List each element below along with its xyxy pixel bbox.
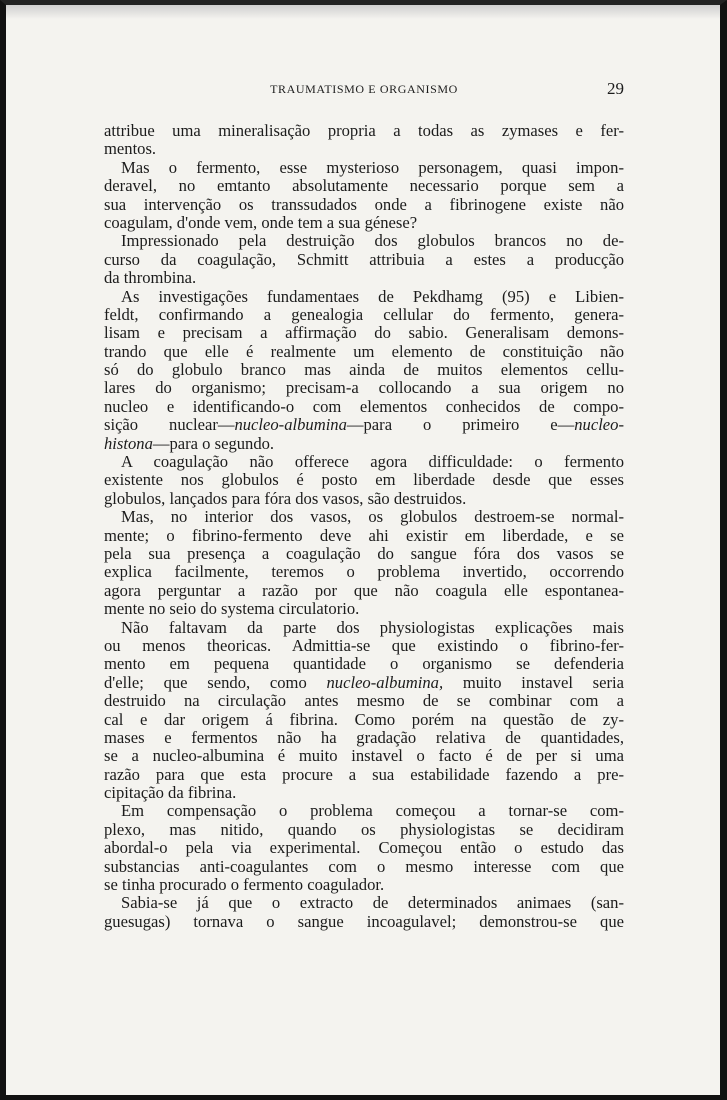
line-text: explica facilmente, teremos o problema invertido, occorrendo bbox=[104, 562, 624, 582]
line-text: d'elle; que sendo, como bbox=[104, 672, 327, 692]
text-line bbox=[104, 379, 624, 397]
line-text: A coagulação não offerece agora difficuldade: o fermento bbox=[121, 452, 624, 472]
line-text: cal e dar origem á fibrina. Como porém na questão de zy- bbox=[104, 709, 624, 729]
line-text: ou menos theoricas. Admittia-se que existindo o fibrino-fer- bbox=[104, 635, 624, 655]
line-text: muito instavel seria bbox=[443, 672, 624, 692]
line-text: se tinha procurado o fermento coagulador. bbox=[104, 875, 385, 895]
line-text: razão para que esta procure a sua estabilidade fazendo a pre- bbox=[104, 764, 624, 784]
text-line bbox=[104, 894, 624, 912]
line-text: da thrombina. bbox=[104, 268, 197, 288]
line-text: pela sua presença a coagulação do sangue fóra dos vasos se bbox=[104, 543, 624, 563]
text-line bbox=[104, 251, 624, 269]
text-line bbox=[104, 435, 624, 453]
line-text: Em compensação o problema começou a tornar-se com- bbox=[121, 801, 624, 821]
line-text: existente nos globulos é posto em liberdade desde que esses bbox=[104, 470, 624, 490]
text-line bbox=[104, 674, 624, 692]
line-text: curso da coagulação, Schmitt attribuia a estes a producção bbox=[104, 249, 624, 269]
italic-term: nucleo- bbox=[574, 415, 624, 435]
text-line bbox=[104, 159, 624, 177]
line-text: deravel, no emtanto absolutamente necessario porque sem a bbox=[104, 176, 624, 196]
text-line bbox=[104, 784, 624, 802]
text-line bbox=[104, 416, 624, 434]
text-line bbox=[104, 692, 624, 710]
line-text: Sabia-se já que o extracto de determinados animaes (san- bbox=[121, 893, 624, 913]
line-text: globulos, lançados para fóra dos vasos, são destruidos. bbox=[104, 488, 467, 508]
line-text: coagulam, d'onde vem, onde tem a sua génese? bbox=[104, 212, 418, 232]
text-line bbox=[104, 619, 624, 637]
line-text: mente; o fibrino-fermento deve ahi existir em liberdade, e se bbox=[104, 525, 624, 545]
text-line bbox=[104, 563, 624, 581]
line-text: só do globulo branco mas ainda de muitos elementos cellu- bbox=[104, 360, 624, 380]
text-line bbox=[104, 306, 624, 324]
line-text: mases e fermentos não ha gradação relativa de quantidades, bbox=[104, 727, 624, 747]
text-line bbox=[104, 508, 624, 526]
italic-term: histona bbox=[104, 433, 153, 453]
text-line bbox=[104, 214, 624, 232]
text-line bbox=[104, 876, 624, 894]
text-line bbox=[104, 858, 624, 876]
text-line bbox=[104, 711, 624, 729]
text-line bbox=[104, 196, 624, 214]
text-line bbox=[104, 471, 624, 489]
line-text: mento em pequena quantidade o organismo se defenderia bbox=[104, 654, 624, 674]
text-line bbox=[104, 637, 624, 655]
line-text: —para o primeiro e— bbox=[346, 415, 575, 435]
line-text: attribue uma mineralisação propria a todas as zymases e fer- bbox=[104, 121, 624, 140]
text-line bbox=[104, 361, 624, 379]
text-line bbox=[104, 324, 624, 342]
line-text: As investigações fundamentaes de Pekdhamg (95) e Libien- bbox=[121, 286, 624, 306]
line-text: Impressionado pela destruição dos globulos brancos no de- bbox=[121, 231, 624, 251]
text-line bbox=[104, 655, 624, 673]
line-text: feldt, confirmando a genealogia cellular do fermento, genera- bbox=[104, 304, 624, 324]
body-text bbox=[104, 122, 624, 931]
text-line bbox=[104, 913, 624, 931]
text-line bbox=[104, 140, 624, 158]
text-line bbox=[104, 729, 624, 747]
text-line bbox=[104, 398, 624, 416]
text-line bbox=[104, 269, 624, 287]
line-text: —para o segundo. bbox=[152, 433, 275, 453]
text-line bbox=[104, 545, 624, 563]
line-text: trando que elle é realmente um elemento de constituição não bbox=[104, 341, 624, 361]
line-text: Não faltavam da parte dos physiologistas explicações mais bbox=[121, 617, 624, 637]
line-text: mentos. bbox=[104, 139, 157, 159]
text-line bbox=[104, 177, 624, 195]
scan-shadow bbox=[6, 5, 720, 19]
line-text: cipitação da fibrina. bbox=[104, 783, 237, 803]
text-line bbox=[104, 232, 624, 250]
line-text: se a nucleo-albumina é muito instavel o facto é de per si uma bbox=[104, 746, 624, 766]
line-text: substancias anti-coagulantes com o mesmo interesse com que bbox=[104, 856, 624, 876]
text-line bbox=[104, 821, 624, 839]
line-text: sua intervenção os transsudados onde a fibrinogene existe não bbox=[104, 194, 624, 214]
text-line bbox=[104, 122, 624, 140]
line-text: lisam e precisam a affirmação do sabio. Generalisam demons- bbox=[104, 323, 624, 343]
text-line bbox=[104, 490, 624, 508]
text-line bbox=[104, 527, 624, 545]
page-number: 29 bbox=[607, 79, 624, 98]
text-line bbox=[104, 343, 624, 361]
line-text: Mas o fermento, esse mysterioso personagem, quasi impon- bbox=[121, 157, 624, 177]
text-line bbox=[104, 766, 624, 784]
line-text: mente no seio do systema circulatorio. bbox=[104, 599, 360, 619]
page-header bbox=[104, 80, 624, 100]
text-line bbox=[104, 453, 624, 471]
text-line bbox=[104, 582, 624, 600]
line-text: destruido na circulação antes mesmo de se combinar com a bbox=[104, 691, 624, 711]
line-text: abordal-o pela via experimental. Começou então o estudo das bbox=[104, 838, 624, 858]
italic-term: nucleo-albumina bbox=[234, 415, 347, 435]
running-title: TRAUMATISMO E ORGANISMO bbox=[270, 82, 458, 96]
text-line bbox=[104, 747, 624, 765]
line-text: sição nuclear— bbox=[104, 415, 235, 435]
text-line bbox=[104, 802, 624, 820]
line-text: nucleo e identificando-o com elementos conhecidos de compo- bbox=[104, 396, 624, 416]
line-text: agora perguntar a razão por que não coagula elle espontanea- bbox=[104, 580, 624, 600]
text-line bbox=[104, 600, 624, 618]
line-text: Mas, no interior dos vasos, os globulos destroem-se normal- bbox=[121, 507, 624, 527]
text-line bbox=[104, 839, 624, 857]
line-text: plexo, mas nitido, quando os physiologistas se decidiram bbox=[104, 819, 624, 839]
line-text: lares do organismo; precisam-a collocando a sua origem no bbox=[104, 378, 624, 398]
italic-term: nucleo-albumina, bbox=[326, 672, 444, 692]
line-text: guesugas) tornava o sangue incoagulavel; demonstrou-se que bbox=[104, 911, 624, 931]
text-line bbox=[104, 288, 624, 306]
